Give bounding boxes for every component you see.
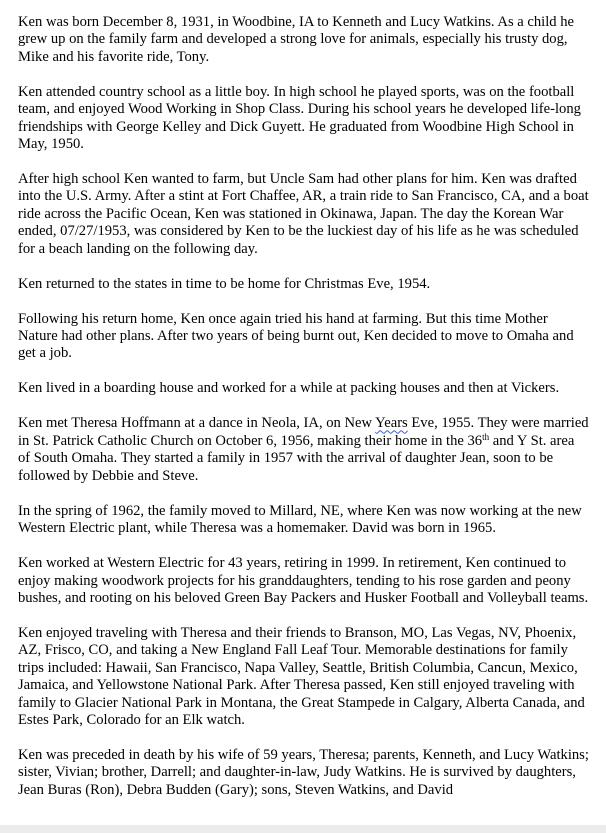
paragraph-marriage [18, 415, 590, 485]
ordinal-superscript: th [482, 431, 490, 442]
paragraph-farming: Following his return home, Ken once again tried his hand at farming. But this time Mother Nature had other plans. After two years of being burnt out, Ken decided to move to Omaha and get a job. [18, 310, 574, 362]
paragraph-return: Ken returned to the states in time to be home for Christmas Eve, 1954. [18, 275, 431, 292]
page-bottom-edge [0, 825, 606, 833]
paragraph-retirement: Ken worked at Western Electric for 43 years, retiring in 1999. In retirement, Ken continued to enjoy making woodwork projects for his granddaughters, tending to his rose garden and peony bushes, and rooting on his beloved Green Bay Packers and Husker Football and Volleyball teams. [18, 555, 589, 606]
paragraph-family: Ken was preceded in death by his wife of 59 years, Theresa; parents, Kenneth, and Lucy Watkins; sister, Vivian; brother, Darrell; and daughter-in-law, Judy Watkins. He is survived by daughters, Jean Buras (Ron), Debra Budden (Gary); sons, Steven Watkins, and David [18, 746, 589, 798]
paragraph-boarding-house: Ken lived in a boarding house and worked for a while at packing houses and then at Vickers. [18, 380, 560, 397]
paragraph-school: Ken attended country school as a little boy. In high school he played sports, was on the football team, and enjoyed Wood Working in Shop Class. During his school years he developed life-long friendships with George Kelley and Dick Guyett. He graduated from Woodbine High School in May, 1950. [18, 83, 581, 153]
paragraph-birth: Ken was born December 8, 1931, in Woodbine, IA to Kenneth and Lucy Watkins. As a child he grew up on the family farm and developed a strong love for animals, especially his trusty dog, Mike and his favorite ride, Tony. [18, 14, 575, 65]
marriage-text-start: Ken met Theresa Hoffmann at a dance in Neola, IA, on New [18, 415, 376, 432]
spellcheck-flagged-word[interactable]: Years [375, 415, 408, 432]
paragraph-millard: In the spring of 1962, the family moved to Millard, NE, where Ken was now working at the new Western Electric plant, while Theresa was a homemaker. David was born in 1965. [18, 502, 582, 537]
paragraph-travel: Ken enjoyed traveling with Theresa and their friends to Branson, MO, Las Vegas, NV, Phoenix, AZ, Frisco, CO, and taking a New England Fall Leaf Tour. Memorable destinations for family trips included: Hawaii, San Francisco, Napa Valley, Seattle, British Columbia, Cancun, Mexico, Jamaica, and Yellowstone National Park. After Theresa passed, Ken still enjoyed traveling with family to Glacier National Park in Montana, the Great Stampede in Calgary, Alberta Canada, and Estes Park, Colorado for an Elk watch. [18, 624, 585, 728]
paragraph-army: After high school Ken wanted to farm, but Uncle Sam had other plans for him. Ken was drafted into the U.S. Army. After a stint at Fort Chaffee, AR, a train ride to San Francisco, CA, and a boat ride across the Pacific Ocean, Ken was stationed in Okinawa, Japan. The day the Korean War ended, 07/27/1953, was considered by Ken to be the luckiest day of his life as he was scheduled for a beach landing on the following day. [18, 171, 589, 257]
marriage-text-middle: Eve, 1955. They were married in St. Patrick Catholic Church on October 6, 1956, making their home in the 36 [18, 415, 589, 449]
document-page [18, 14, 590, 817]
marriage-text-end: and Y St. area of South Omaha. They started a family in 1957 with the arrival of daughter Jean, soon to be followed by Debbie and Steve. [18, 432, 575, 484]
